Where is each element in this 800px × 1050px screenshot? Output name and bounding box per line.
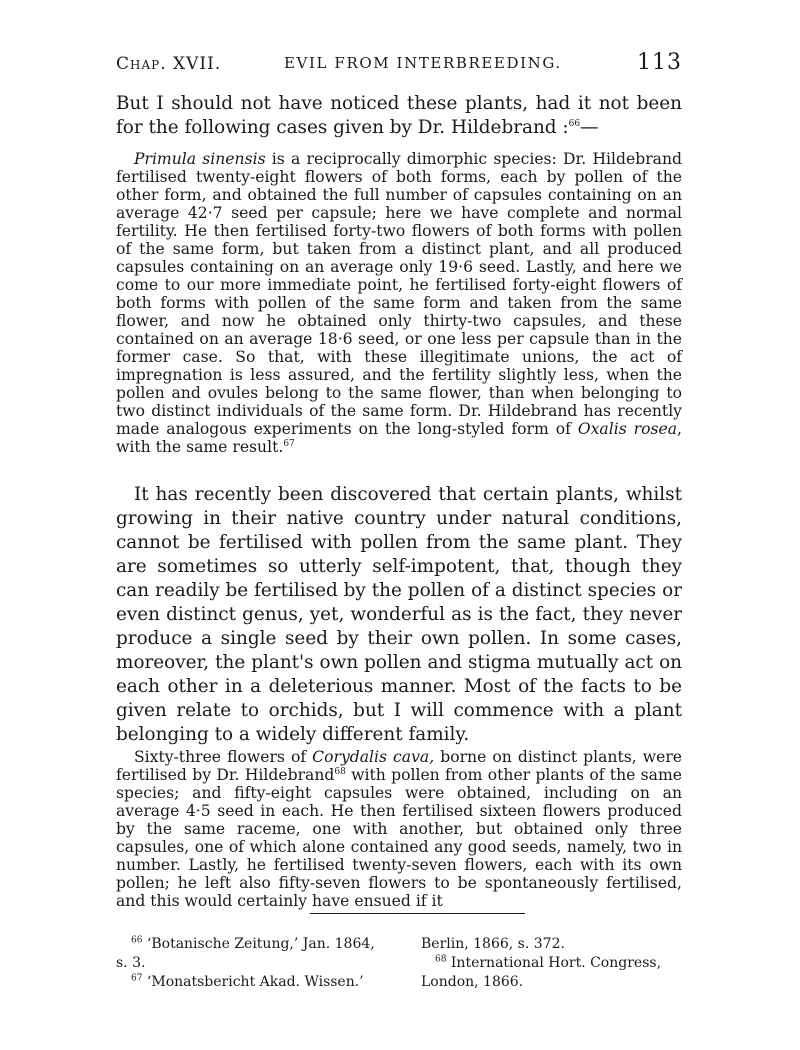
footnote-68-number: 68 xyxy=(435,954,447,965)
primula-paragraph xyxy=(116,150,682,456)
page-number: 113 xyxy=(637,50,682,75)
primula-end: , with the same result. xyxy=(116,420,682,456)
footnote-66-continued: s. 3. xyxy=(116,955,146,971)
footnote-68-text: International Hort. Congress, xyxy=(446,955,662,971)
running-header xyxy=(116,46,682,76)
running-title: EVIL FROM INTERBREEDING. xyxy=(284,54,562,72)
primula-text: is a reciprocally dimorphic species: Dr. Hildebrand fertilised twenty-eight flowers of both forms, each by pollen of the other form, and obtained the full number of capsules containing on an average 42·7 seed per capsule; here we have complete and normal fertility. He then fertilised forty-two flowers of both forms with pollen of the same form, but taken from a distinct plant, and all produced capsules containing on an average only 19·6 seed. Lastly, and here we come to our more immediate point, he fertilised forty-eight flowers of both forms with pollen of the same form and taken from the same flower, and now he obtained only thirty-two capsules, and these contained on an average 18·6 seed, or one less per capsule than in the former case. So that, with these illegitimate unions, the act of impregnation is less assured, and the fertility slightly less, when the pollen and ovules belong to the same flower, than when belonging to two distinct individuals of the same form. Dr. Hildebrand has recently made analogous experiments on the long-styled form of xyxy=(116,150,682,438)
oxalis-species-name: Oxalis rosea xyxy=(577,420,678,438)
footnote-67-text: ‘Monatsbericht Akad. Wissen.’ xyxy=(142,974,364,990)
footnote-68 xyxy=(421,954,691,973)
footnote-68-continued: London, 1866. xyxy=(421,974,524,990)
footnotes-left-column xyxy=(116,935,421,992)
footnote-66 xyxy=(131,935,421,954)
footnote-66-number: 66 xyxy=(131,935,143,946)
corydalis-text-c: with pollen from other plants of the same species; and fifty-eight capsules were obtained, including on an average 4·5 seed in each. He then fertilised sixteen flowers produced by the same raceme, one with another, but obtained only three capsules, one of which alone contained any good seeds, namely, two in number. Lastly, he fertilised twenty-seven flowers, each with its own pollen; he left also fifty-seven flowers to be spontaneously fertilised, and this would certainly have ensued if it xyxy=(116,766,682,910)
corydalis-species-name: Corydalis cava, xyxy=(312,748,435,766)
footnote-66-text: ‘Botanische Zeitung,’ Jan. 1864, xyxy=(142,936,375,952)
footnote-67-number: 67 xyxy=(131,973,143,984)
corydalis-paragraph xyxy=(116,748,682,910)
chapter-label: Chap. XVII. xyxy=(116,54,222,74)
discovery-paragraph: It has recently been discovered that certain plants, whilst growing in their native country under natural conditions, cannot be fertilised with pollen from the same plant. They are sometimes so utterly self-impotent, that, though they can readily be fertilised by the pollen of a distinct species or even distinct genus, yet, wonderful as is the fact, they never produce a single seed by their own pollen. In some cases, moreover, the plant's own pollen and stigma mutually act on each other in a deleterious manner. Most of the facts to be given relate to orchids, but I will commence with a plant belonging to a widely different family. xyxy=(116,484,682,745)
intro-paragraph xyxy=(116,92,682,139)
intro-text: But I should not have noticed these plants, had it not been for the following cases given by Dr. Hildebrand : xyxy=(116,93,682,138)
footnote-ref-66: 66 xyxy=(568,118,581,129)
footnote-67 xyxy=(131,973,421,992)
footnote-ref-67: 67 xyxy=(283,438,295,449)
corydalis-text-b: borne on distinct plants, were fertilised by Dr. Hildebrand xyxy=(116,748,682,784)
intro-dash: — xyxy=(580,116,599,138)
footnote-divider xyxy=(310,913,525,914)
footnote-66-end: Berlin, 1866, s. 372. xyxy=(421,936,565,952)
primula-species-name: Primula sinensis xyxy=(134,150,266,168)
footnotes-right-column xyxy=(421,935,691,992)
corydalis-text-a: Sixty-three flowers of xyxy=(134,748,313,766)
footnote-ref-68: 68 xyxy=(334,766,346,777)
